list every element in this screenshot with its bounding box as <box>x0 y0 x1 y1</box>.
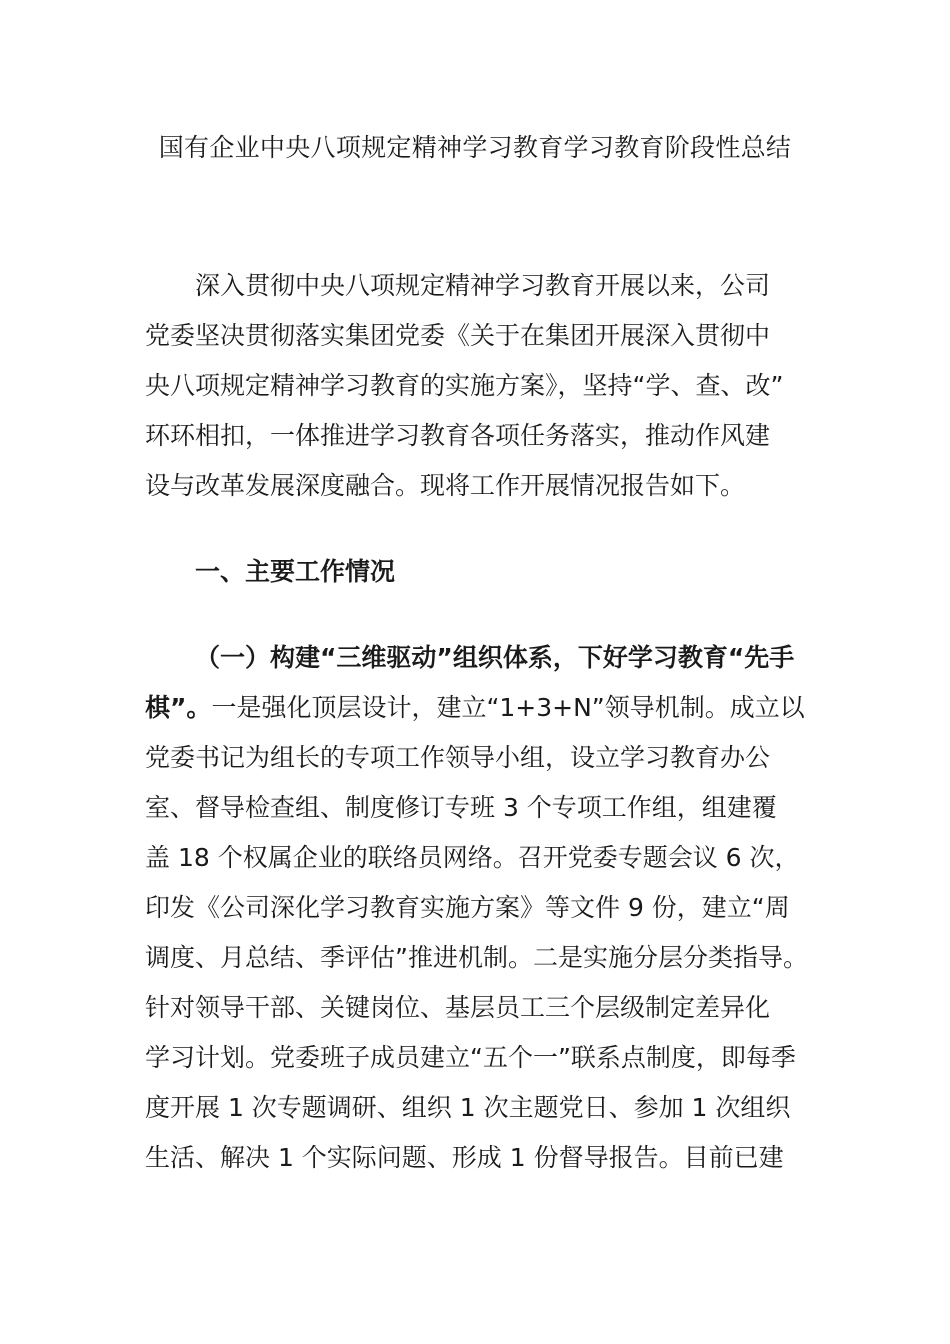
subsection-line: 针对领导干部、关键岗位、基层员工三个层级制定差异化 <box>145 993 771 1022</box>
subsection-paragraph <box>145 633 810 1183</box>
subsection-line: 调度、月总结、季评估”推进机制。二是实施分层分类指导。 <box>145 943 808 972</box>
subsection-line: 党委书记为组长的专项工作领导小组，设立学习教育办公 <box>145 743 771 772</box>
subsection-line: 生活、解决 1 个实际问题、形成 1 份督导报告。目前已建 <box>145 1143 784 1172</box>
subsection-line <box>145 683 810 733</box>
intro-line: 设与改革发展深度融合。现将工作开展情况报告如下。 <box>145 471 746 500</box>
subsection-line: 盖 18 个权属企业的联络员网络。召开党委专题会议 6 次， <box>145 843 800 872</box>
intro-paragraph <box>145 261 810 511</box>
subsection-heading-end: 棋”。 <box>145 693 212 722</box>
subsection-line-text: 一是强化顶层设计，建立“1+3+N”领导机制。成立以 <box>211 693 805 722</box>
intro-line: 央八项规定精神学习教育的实施方案》，坚持“学、查、改” <box>145 371 784 400</box>
subsection-heading: （一）构建“三维驱动”组织体系，下好学习教育“先手 <box>195 643 795 672</box>
subsection-line: 室、督导检查组、制度修订专班 3 个专项工作组，组建覆 <box>145 793 777 822</box>
intro-line: 深入贯彻中央八项规定精神学习教育开展以来，公司 <box>195 271 771 300</box>
subsection-line: 学习计划。党委班子成员建立“五个一”联系点制度，即每季 <box>145 1043 796 1072</box>
intro-line: 党委坚决贯彻落实集团党委《关于在集团开展深入贯彻中 <box>145 321 771 350</box>
intro-line: 环环相扣，一体推进学习教育各项任务落实，推动作风建 <box>145 421 771 450</box>
subsection-line: 印发《公司深化学习教育实施方案》等文件 9 份，建立“周 <box>145 893 790 922</box>
document-title: 国有企业中央八项规定精神学习教育学习教育阶段性总结 <box>158 133 792 162</box>
section-heading: 一、主要工作情况 <box>195 557 396 586</box>
subsection-line: 度开展 1 次专题调研、组织 1 次主题党日、参加 1 次组织 <box>145 1093 791 1122</box>
